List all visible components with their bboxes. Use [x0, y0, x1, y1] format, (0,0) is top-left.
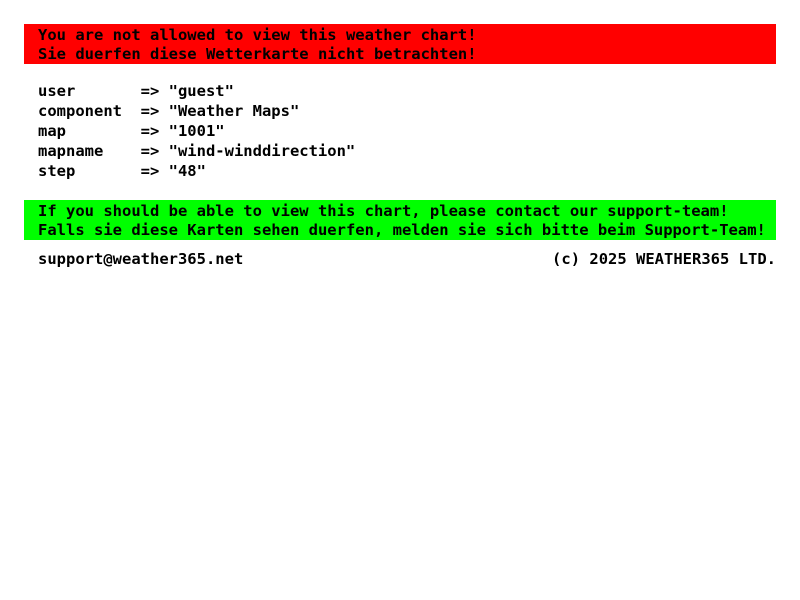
param-row-mapname [38, 141, 776, 161]
support-email: support@weather365.net [38, 250, 244, 268]
param-arrow: => [140, 82, 160, 100]
support-banner [24, 200, 776, 240]
page-content [0, 0, 776, 269]
param-row-user [38, 81, 776, 101]
param-row-map [38, 121, 776, 141]
param-key: step [38, 162, 76, 180]
param-arrow: => [140, 142, 160, 160]
footer [24, 249, 776, 269]
param-row-component [38, 101, 776, 121]
param-arrow: => [140, 122, 160, 140]
param-key: user [38, 82, 76, 100]
support-line-2: Falls sie diese Karten sehen duerfen, melden sie sich bitte beim Support-Team! [38, 221, 766, 239]
param-value: "48" [168, 162, 206, 180]
param-value: "wind-winddirection" [168, 142, 356, 160]
error-line-2: Sie duerfen diese Wetterkarte nicht betrachten! [38, 45, 477, 63]
support-line-1: If you should be able to view this chart, please contact our support-team! [38, 202, 729, 220]
request-params-block [24, 81, 776, 181]
param-key: map [38, 122, 66, 140]
error-banner [24, 24, 776, 64]
param-row-step [38, 161, 776, 181]
param-key: mapname [38, 142, 104, 160]
error-line-1: You are not allowed to view this weather chart! [38, 26, 477, 44]
copyright-notice: (c) 2025 WEATHER365 LTD. [552, 250, 776, 268]
param-arrow: => [140, 102, 160, 120]
param-arrow: => [140, 162, 160, 180]
param-value: "1001" [168, 122, 225, 140]
param-value: "guest" [168, 82, 234, 100]
param-value: "Weather Maps" [168, 102, 300, 120]
param-key: component [38, 102, 122, 120]
